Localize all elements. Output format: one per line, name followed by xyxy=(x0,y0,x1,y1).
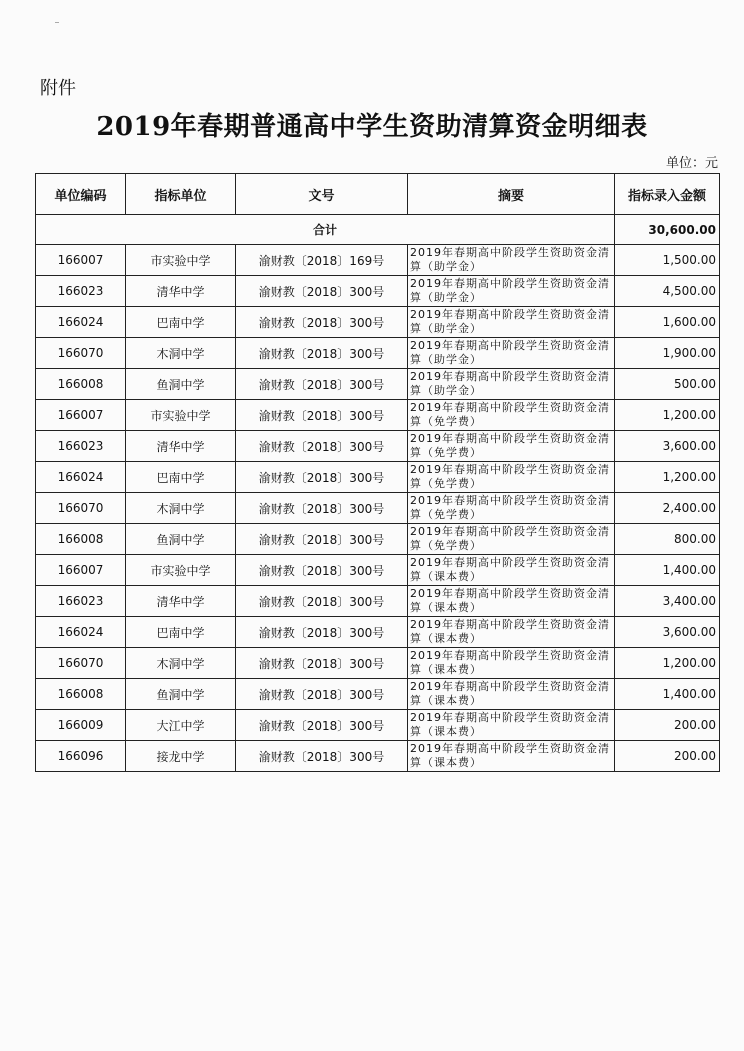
unit-code-cell: 166007 xyxy=(36,400,126,431)
amount-cell: 1,200.00 xyxy=(615,648,720,679)
table-row xyxy=(36,586,720,617)
unit-code-cell: 166070 xyxy=(36,338,126,369)
unit-code-cell: 166008 xyxy=(36,679,126,710)
amount-cell: 1,400.00 xyxy=(615,555,720,586)
total-amount: 30,600.00 xyxy=(615,215,720,245)
unit-code-cell: 166024 xyxy=(36,617,126,648)
col-header-amount: 指标录入金额 xyxy=(615,174,720,215)
unit-code-cell: 166070 xyxy=(36,493,126,524)
document-number-cell: 渝财教〔2018〕300号 xyxy=(236,741,408,772)
summary-cell: 2019年春期高中阶段学生资助资金清算（免学费） xyxy=(408,493,615,524)
table-row xyxy=(36,524,720,555)
amount-cell: 3,400.00 xyxy=(615,586,720,617)
table-row xyxy=(36,741,720,772)
table-header-row xyxy=(36,174,720,215)
table-row xyxy=(36,369,720,400)
table-row xyxy=(36,431,720,462)
unit-code-cell: 166007 xyxy=(36,245,126,276)
col-header-doc: 文号 xyxy=(236,174,408,215)
unit-name-cell: 木洞中学 xyxy=(126,648,236,679)
summary-cell: 2019年春期高中阶段学生资助资金清算（免学费） xyxy=(408,462,615,493)
summary-cell: 2019年春期高中阶段学生资助资金清算（课本费） xyxy=(408,555,615,586)
unit-code-cell: 166070 xyxy=(36,648,126,679)
unit-code-cell: 166023 xyxy=(36,586,126,617)
unit-name-cell: 巴南中学 xyxy=(126,462,236,493)
document-number-cell: 渝财教〔2018〕300号 xyxy=(236,648,408,679)
document-number-cell: 渝财教〔2018〕300号 xyxy=(236,555,408,586)
table-row xyxy=(36,710,720,741)
table-row xyxy=(36,493,720,524)
unit-name-cell: 鱼洞中学 xyxy=(126,524,236,555)
document-number-cell: 渝财教〔2018〕300号 xyxy=(236,524,408,555)
table-row xyxy=(36,648,720,679)
unit-name-cell: 木洞中学 xyxy=(126,338,236,369)
document-number-cell: 渝财教〔2018〕300号 xyxy=(236,617,408,648)
summary-cell: 2019年春期高中阶段学生资助资金清算（免学费） xyxy=(408,400,615,431)
table-row xyxy=(36,679,720,710)
unit-name-cell: 清华中学 xyxy=(126,586,236,617)
table-row xyxy=(36,555,720,586)
summary-cell: 2019年春期高中阶段学生资助资金清算（助学金） xyxy=(408,307,615,338)
unit-code-cell: 166008 xyxy=(36,369,126,400)
unit-code-cell: 166096 xyxy=(36,741,126,772)
col-header-code: 单位编码 xyxy=(36,174,126,215)
document-number-cell: 渝财教〔2018〕300号 xyxy=(236,586,408,617)
unit-name-cell: 接龙中学 xyxy=(126,741,236,772)
document-number-cell: 渝财教〔2018〕300号 xyxy=(236,338,408,369)
unit-label: 单位：元 xyxy=(665,156,718,171)
table-row xyxy=(36,400,720,431)
funding-table xyxy=(35,173,720,772)
amount-cell: 800.00 xyxy=(615,524,720,555)
unit-name-cell: 鱼洞中学 xyxy=(126,679,236,710)
amount-cell: 1,200.00 xyxy=(615,462,720,493)
unit-code-cell: 166024 xyxy=(36,462,126,493)
unit-code-cell: 166024 xyxy=(36,307,126,338)
summary-cell: 2019年春期高中阶段学生资助资金清算（助学金） xyxy=(408,245,615,276)
table-row xyxy=(36,245,720,276)
unit-code-cell: 166023 xyxy=(36,276,126,307)
document-number-cell: 渝财教〔2018〕300号 xyxy=(236,679,408,710)
page-title: 2019年春期普通高中学生资助清算资金明细表 xyxy=(96,112,648,142)
col-header-summary: 摘要 xyxy=(408,174,615,215)
summary-cell: 2019年春期高中阶段学生资助资金清算（课本费） xyxy=(408,648,615,679)
amount-cell: 1,500.00 xyxy=(615,245,720,276)
amount-cell: 200.00 xyxy=(615,741,720,772)
amount-cell: 1,200.00 xyxy=(615,400,720,431)
summary-cell: 2019年春期高中阶段学生资助资金清算（免学费） xyxy=(408,431,615,462)
unit-name-cell: 清华中学 xyxy=(126,431,236,462)
scan-mark xyxy=(55,22,59,23)
unit-code-cell: 166023 xyxy=(36,431,126,462)
summary-cell: 2019年春期高中阶段学生资助资金清算（课本费） xyxy=(408,741,615,772)
total-row xyxy=(36,215,720,245)
summary-cell: 2019年春期高中阶段学生资助资金清算（课本费） xyxy=(408,617,615,648)
attachment-label: 附件 xyxy=(40,78,76,99)
unit-name-cell: 木洞中学 xyxy=(126,493,236,524)
unit-code-cell: 166007 xyxy=(36,555,126,586)
document-number-cell: 渝财教〔2018〕300号 xyxy=(236,431,408,462)
col-header-unit: 指标单位 xyxy=(126,174,236,215)
unit-name-cell: 鱼洞中学 xyxy=(126,369,236,400)
unit-name-cell: 市实验中学 xyxy=(126,400,236,431)
summary-cell: 2019年春期高中阶段学生资助资金清算（助学金） xyxy=(408,276,615,307)
amount-cell: 3,600.00 xyxy=(615,617,720,648)
document-number-cell: 渝财教〔2018〕169号 xyxy=(236,245,408,276)
document-number-cell: 渝财教〔2018〕300号 xyxy=(236,400,408,431)
amount-cell: 4,500.00 xyxy=(615,276,720,307)
table-row xyxy=(36,462,720,493)
document-number-cell: 渝财教〔2018〕300号 xyxy=(236,276,408,307)
summary-cell: 2019年春期高中阶段学生资助资金清算（免学费） xyxy=(408,524,615,555)
amount-cell: 200.00 xyxy=(615,710,720,741)
total-label: 合计 xyxy=(36,215,615,245)
unit-name-cell: 市实验中学 xyxy=(126,245,236,276)
table-row xyxy=(36,307,720,338)
unit-name-cell: 大江中学 xyxy=(126,710,236,741)
summary-cell: 2019年春期高中阶段学生资助资金清算（助学金） xyxy=(408,369,615,400)
unit-name-cell: 清华中学 xyxy=(126,276,236,307)
amount-cell: 500.00 xyxy=(615,369,720,400)
unit-code-cell: 166009 xyxy=(36,710,126,741)
amount-cell: 3,600.00 xyxy=(615,431,720,462)
unit-name-cell: 巴南中学 xyxy=(126,307,236,338)
table-row xyxy=(36,276,720,307)
summary-cell: 2019年春期高中阶段学生资助资金清算（课本费） xyxy=(408,710,615,741)
document-number-cell: 渝财教〔2018〕300号 xyxy=(236,710,408,741)
summary-cell: 2019年春期高中阶段学生资助资金清算（助学金） xyxy=(408,338,615,369)
unit-name-cell: 巴南中学 xyxy=(126,617,236,648)
unit-code-cell: 166008 xyxy=(36,524,126,555)
document-number-cell: 渝财教〔2018〕300号 xyxy=(236,462,408,493)
amount-cell: 1,900.00 xyxy=(615,338,720,369)
summary-cell: 2019年春期高中阶段学生资助资金清算（课本费） xyxy=(408,586,615,617)
document-number-cell: 渝财教〔2018〕300号 xyxy=(236,493,408,524)
amount-cell: 1,400.00 xyxy=(615,679,720,710)
amount-cell: 1,600.00 xyxy=(615,307,720,338)
document-number-cell: 渝财教〔2018〕300号 xyxy=(236,369,408,400)
document-number-cell: 渝财教〔2018〕300号 xyxy=(236,307,408,338)
unit-name-cell: 市实验中学 xyxy=(126,555,236,586)
table-row xyxy=(36,338,720,369)
table-row xyxy=(36,617,720,648)
summary-cell: 2019年春期高中阶段学生资助资金清算（课本费） xyxy=(408,679,615,710)
amount-cell: 2,400.00 xyxy=(615,493,720,524)
